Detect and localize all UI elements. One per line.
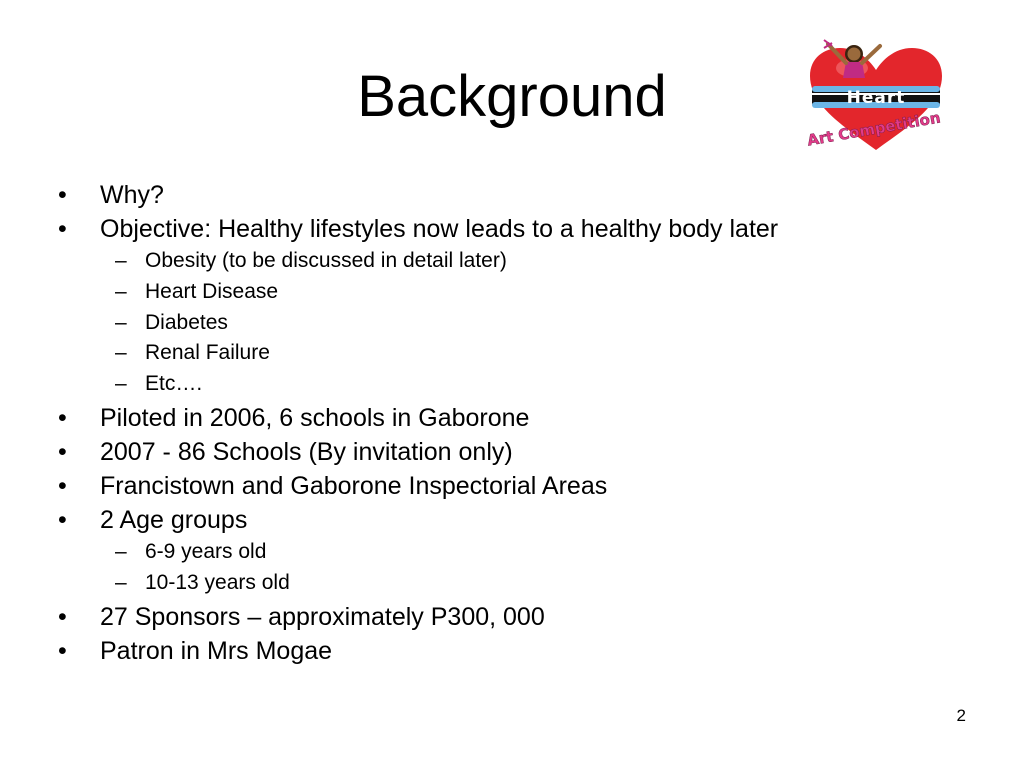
- bullet-text: Francistown and Gaborone Inspectorial Areas: [100, 471, 608, 500]
- bullet-marker: •: [58, 403, 67, 432]
- bullet-text: 27 Sponsors – approximately P300, 000: [100, 602, 545, 631]
- sub-bullet-item: [58, 277, 998, 308]
- bullet-marker: •: [58, 215, 67, 243]
- bullet-marker: •: [58, 505, 67, 534]
- bullet-text: Piloted in 2006, 6 schools in Gaborone: [100, 403, 530, 432]
- sub-bullet-marker: –: [115, 310, 127, 334]
- bullet-list: [58, 178, 998, 668]
- sub-bullet-text: Heart Disease: [145, 279, 279, 303]
- sub-bullet-item: [58, 568, 998, 599]
- sub-bullet-text: Diabetes: [145, 310, 228, 334]
- sub-bullet-item: [58, 308, 998, 339]
- sub-bullet-item: [58, 246, 998, 277]
- sub-bullet-marker: –: [115, 570, 127, 594]
- sub-bullet-item: [58, 537, 998, 568]
- bullet-text: Why?: [100, 181, 164, 209]
- page-number: 2: [956, 706, 966, 725]
- bullet-item: [58, 469, 998, 503]
- bullet-item: [58, 503, 998, 537]
- bullet-marker: •: [58, 471, 67, 500]
- bullet-marker: •: [58, 602, 67, 631]
- bullet-text: 2007 - 86 Schools (By invitation only): [100, 437, 513, 466]
- sub-bullet-marker: –: [115, 279, 127, 303]
- bullet-marker: •: [58, 437, 67, 466]
- heart-art-competition-logo: [790, 32, 962, 156]
- sub-bullet-item: [58, 369, 998, 400]
- slide-title: Background: [357, 64, 667, 129]
- bullet-item: [58, 634, 998, 668]
- sub-bullet-marker: –: [115, 341, 127, 365]
- logo-tagline: Art Competition: [805, 108, 942, 150]
- sub-bullet-text: Renal Failure: [145, 341, 270, 365]
- sub-bullet-marker: –: [115, 249, 127, 272]
- bullet-marker: •: [58, 181, 67, 209]
- sub-bullet-marker: –: [115, 372, 127, 396]
- bullet-item: [58, 212, 998, 246]
- bullet-item: [58, 435, 998, 469]
- sub-bullet-text: Obesity (to be discussed in detail later): [145, 249, 507, 272]
- svg-text:Heart: Heart: [846, 88, 906, 108]
- logo-brand-lettering: [812, 86, 940, 108]
- sub-bullet-text: Etc….: [145, 372, 203, 396]
- bullet-item: [58, 178, 998, 212]
- bullet-text: Patron in Mrs Mogae: [100, 636, 333, 665]
- bullet-item: [58, 600, 998, 634]
- bullet-text: 2 Age groups: [100, 505, 248, 534]
- sub-bullet-marker: –: [115, 539, 127, 563]
- bullet-marker: •: [58, 636, 67, 665]
- sub-bullet-text: 6-9 years old: [145, 539, 267, 563]
- sub-bullet-text: 10-13 years old: [145, 570, 290, 594]
- bullet-item: [58, 401, 998, 435]
- sub-bullet-item: [58, 338, 998, 369]
- bullet-text: Objective: Healthy lifestyles now leads to a healthy body later: [100, 215, 779, 243]
